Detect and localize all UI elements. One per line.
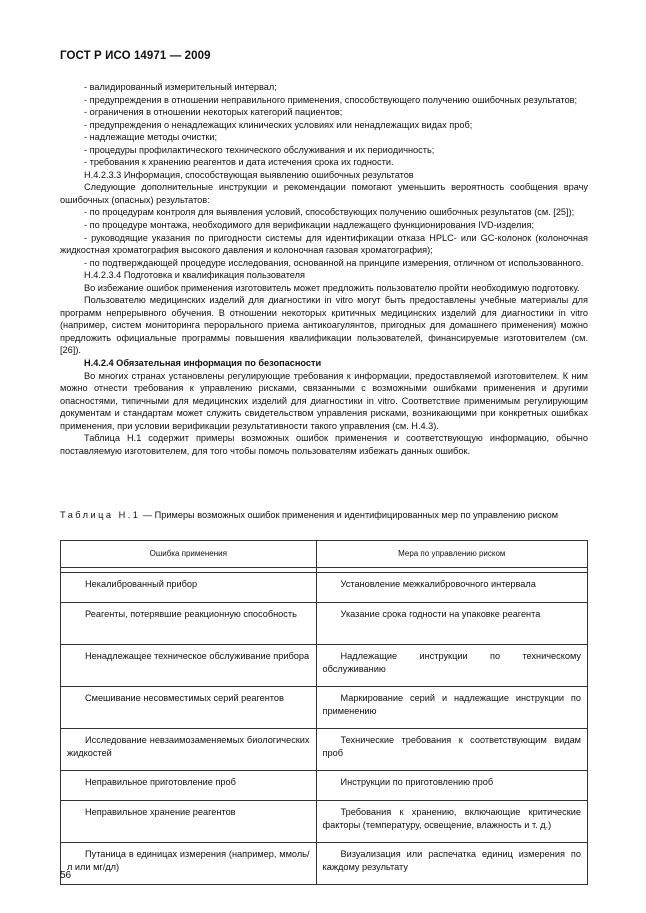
- table-cell: Некалиброванный прибор: [61, 573, 317, 603]
- table-caption-label: Таблица Н.1: [60, 510, 141, 520]
- column-header: Ошибка применения: [61, 541, 317, 568]
- table-cell: Ненадлежащее техническое обслуживание прибора: [61, 645, 317, 687]
- list-item: - процедуры профилактического технического обслуживания и их периодичность;: [84, 144, 435, 155]
- list-item: - по процедуре монтажа, необходимого для верификации надлежащего функционирования IVD-изделия;: [84, 220, 535, 231]
- table-cell: Инструкции по приготовлению проб: [316, 771, 587, 801]
- table-row: [61, 843, 588, 885]
- body-text: [60, 81, 588, 457]
- table-cell: Неправильное приготовление проб: [61, 771, 317, 801]
- paragraph: Таблица Н.1 содержит примеры возможных ошибок применения и соответствующую информацию, обычно поставляемую изготовителем, для того чтобы помочь пользователям избежать данных ошибок.: [60, 433, 588, 456]
- section-heading: Н.4.2.3.4 Подготовка и квалификация пользователя: [84, 270, 305, 281]
- table-cell: Визуализация или распечатка единиц измерения по каждому результату: [316, 843, 587, 885]
- paragraph: Во избежание ошибок применения изготовитель может предложить пользователю пройти необходимую подготовку.: [84, 282, 580, 293]
- table-cell: Указание срока годности на упаковке реагента: [316, 603, 587, 645]
- paragraph: Пользователю медицинских изделий для диагностики in vitro могут быть предоставлены учебные материалы для программ непрерывного обучения. В отношении некоторых критичных медицинских изделий для диагностики in vitro (например, систем мониторинга перорального приема антикоагулянтов, пригодных для домашнего применения) можно предложить официальные программы повышения квалификации пользователей, финансируемые изготовителем (см. [26]).: [60, 295, 588, 356]
- table-caption: [60, 509, 588, 522]
- paragraph: Следующие дополнительные инструкции и рекомендации помогают уменьшить вероятность сообщения врачу ошибочных (опасных) результатов:: [60, 182, 588, 205]
- document-header: ГОСТ Р ИСО 14971 — 2009: [60, 50, 211, 62]
- table-cell: Неправильное хранение реагентов: [61, 801, 317, 843]
- list-item: - надлежащие методы очистки;: [84, 132, 218, 143]
- list-item: - предупреждения в отношении неправильного применения, способствующего получению ошибочных результатов;: [84, 94, 578, 105]
- table-row: [61, 645, 588, 687]
- list-item: - руководящие указания по пригодности системы для идентификации отказа HPLC- или GC-колонок (колоночная жидкостная хроматография высокого давления и колоночная газовая хроматография);: [60, 232, 588, 256]
- page-number: 56: [60, 870, 72, 881]
- table-cell: Маркирование серий и надлежащие инструкции по применению: [316, 687, 587, 729]
- table-caption-text: — Примеры возможных ошибок применения и идентифицированных мер по управлению риском: [140, 510, 559, 520]
- table-row: [61, 801, 588, 843]
- risk-table: [60, 540, 588, 885]
- section-heading: Н.4.2.3.3 Информация, способствующая выявлению ошибочных результатов: [84, 169, 414, 180]
- table-row: [61, 603, 588, 645]
- table-cell: Установление межкалибровочного интервала: [316, 573, 587, 603]
- table-cell: Требования к хранению, включающие критические факторы (температуру, освещение, влажность и т. д.): [316, 801, 587, 843]
- list-item: - ограничения в отношении некоторых категорий пациентов;: [84, 107, 343, 118]
- table-cell: Реагенты, потерявшие реакционную способность: [61, 603, 317, 645]
- list-item: - по процедурам контроля для выявления условий, способствующих получению ошибочных результатов (см. [25]);: [84, 207, 575, 218]
- list-item: - валидированный измерительный интервал;: [84, 82, 277, 92]
- list-item: - предупреждения о ненадлежащих клинических условиях или ненадлежащих видах проб;: [84, 119, 473, 130]
- paragraph: Во многих странах установлены регулирующие требования к информации, предоставляемой изготовителем. К ним можно отнести требования к управлению рисками, связанными с возможными ошибками применения и другими опасностями, типичными для медицинских изделий для диагностики in vitro. Соответствие применимым регулирующим документам и стандартам может служить свидетельством управления рисками, возникающими при конкретных ошибках применения, при условии верификации результативности такого управления (см. Н.4.3).: [60, 370, 588, 431]
- table-row: [61, 687, 588, 729]
- section-heading: Н.4.2.4 Обязательная информация по безопасности: [84, 358, 322, 369]
- table-cell: Исследование невзаимозаменяемых биологических жидкостей: [61, 729, 317, 771]
- table-cell: Путаница в единицах измерения (например, ммоль/л или мг/дл): [61, 843, 317, 885]
- table-cell: Смешивание несовместимых серий реагентов: [61, 687, 317, 729]
- list-item: - требования к хранению реагентов и дата истечения срока их годности.: [84, 157, 394, 168]
- list-item: - по подтверждающей процедуре исследования, основанной на принципе измерения, отличном от использованного.: [84, 257, 584, 268]
- column-header: Мера по управлению риском: [316, 541, 587, 568]
- table-row: [61, 771, 588, 801]
- table-row: [61, 729, 588, 771]
- table-cell: Надлежащие инструкции по техническому обслуживанию: [316, 645, 587, 687]
- table-cell: Технические требования к соответствующим видам проб: [316, 729, 587, 771]
- table-row: [61, 573, 588, 603]
